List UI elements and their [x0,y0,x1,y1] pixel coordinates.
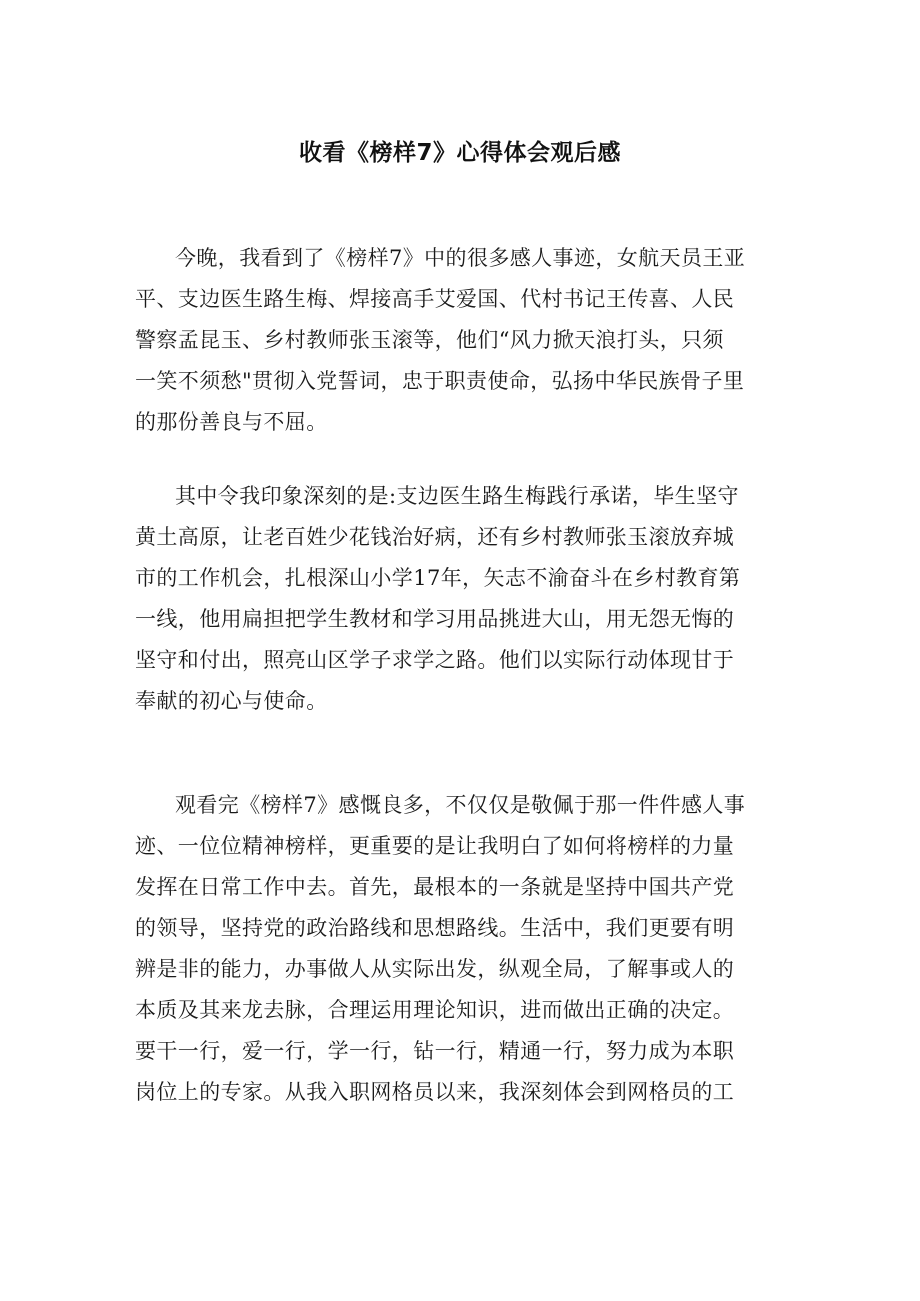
text-line: 辨是非的能力，办事做人从实际出发，纵观全局，了解事或人的 [135,957,735,981]
text-line: 一线，他用扁担把学生教材和学习用品挑进大山，用无怨无悔的 [135,607,735,631]
text-line: 今晚，我看到了《榜样7》中的很多感人事迹，女航天员王亚 [175,246,746,270]
text-line: 迹、一位位精神榜样，更重要的是让我明白了如何将榜样的力量 [135,834,735,858]
text-line: 奉献的初心与使命。 [135,689,328,713]
text-line: 市的工作机会，扎根深山小学17年，矢志不渝奋斗在乡村教育第 [135,566,741,590]
text-line: 要干一行，爱一行，学一行，钻一行，精通一行，努力成为本职 [135,1039,735,1063]
paragraph-1 [135,238,787,443]
text-line: 岗位上的专家。从我入职网格员以来，我深刻体会到网格员的工 [135,1080,735,1104]
paragraph-2 [135,476,787,722]
text-line: 平、支边医生路生梅、焊接高手艾爱国、代村书记王传喜、人民 [135,287,735,311]
text-line: 一笑不须愁"贯彻入党誓词，忠于职责使命，弘扬中华民族骨子里 [135,369,745,393]
text-line: 的那份善良与不屈。 [135,410,328,434]
text-line: 黄土高原，让老百姓少花钱治好病，还有乡村教师张玉滚放弃城 [135,525,735,549]
text-line: 发挥在日常工作中去。首先，最根本的一条就是坚持中国共产党 [135,875,735,899]
paragraph-3 [135,785,787,1113]
text-line: 坚守和付出，照亮山区学子求学之路。他们以实际行动体现甘于 [135,648,735,672]
text-line: 警察孟昆玉、乡村教师张玉滚等，他们“风力掀天浪打头，只须 [135,328,724,352]
text-line: 的领导，坚持党的政治路线和思想路线。生活中，我们更要有明 [135,916,735,940]
text-line: 观看完《榜样7》感慨良多，不仅仅是敬佩于那一件件感人事 [175,793,746,817]
document-title: 收看《榜样7》心得体会观后感 [298,140,621,166]
text-line: 本质及其来龙去脉，合理运用理论知识，进而做出正确的决定。 [135,998,735,1022]
text-line: 其中令我印象深刻的是:支边医生路生梅践行承诺，毕生坚守 [175,484,739,508]
